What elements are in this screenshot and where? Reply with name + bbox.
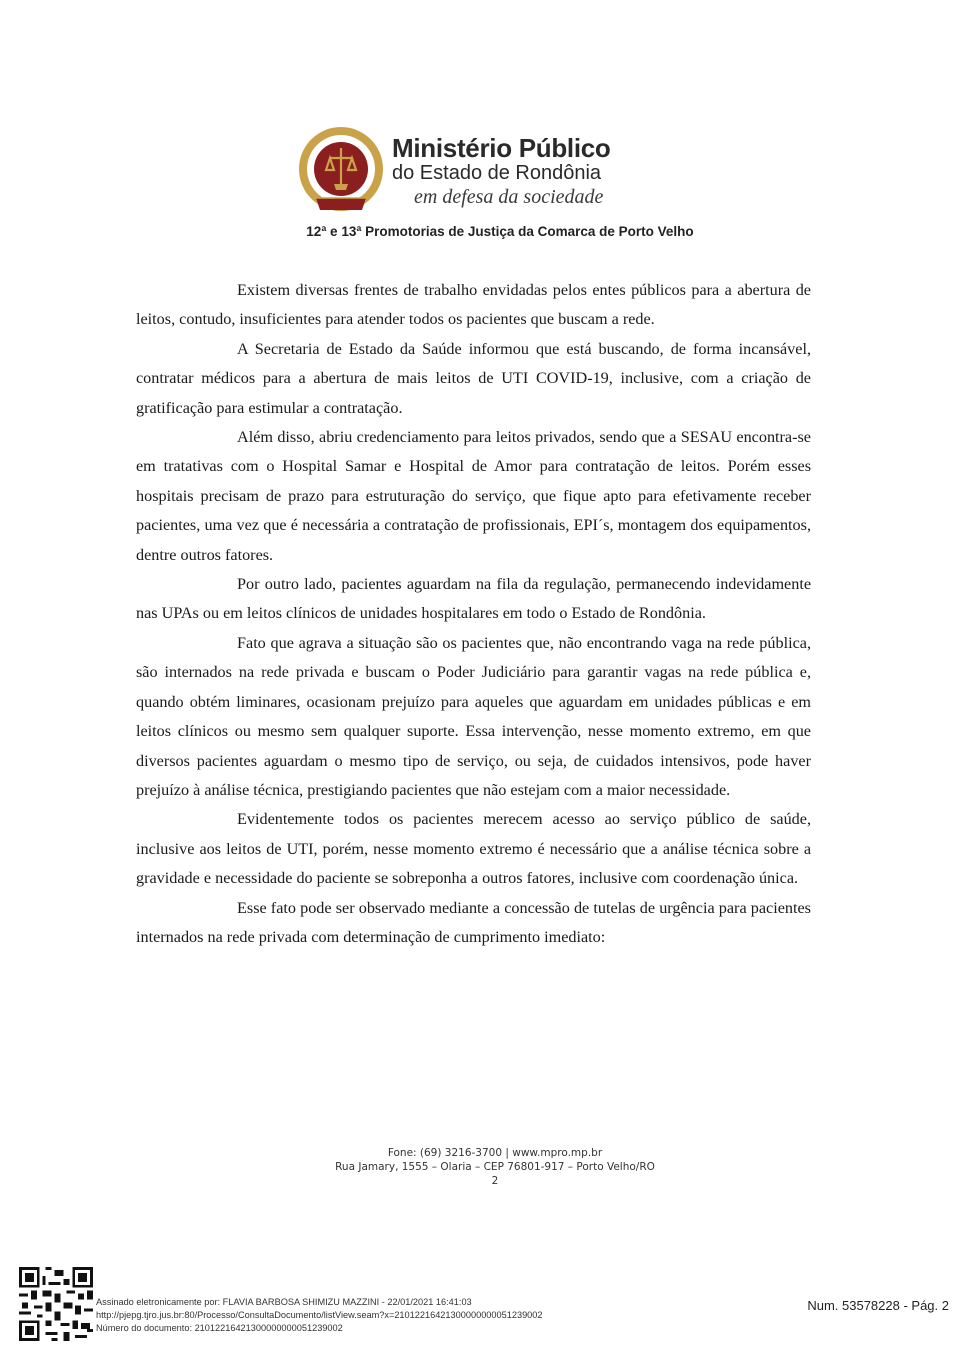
qr-code-icon — [19, 1267, 93, 1341]
paragraph: Esse fato pode ser observado mediante a concessão de tutelas de urgência para pacientes internados na rede privada com determinação de cumprimento imediato: — [136, 898, 811, 946]
document-body — [136, 276, 811, 952]
page-number: 2 — [491, 1175, 499, 1187]
footer-address: Rua Jamary, 1555 – Olaria – CEP 76801-917 – Porto Velho/RO — [335, 1161, 655, 1173]
paragraph: Fato que agrava a situação são os pacientes que, não encontrando vaga na rede pública, são internados na rede privada e buscam o Poder Judiciário para garantir vagas na rede pública e, quando obtém liminares, ocasionam prejuízo para aqueles que aguardam em unidades públicas e em leitos clínicos ou mesmo sem qualquer suporte. Essa intervenção, nesse momento extremo, em que diversos pacientes aguardam o mesmo tipo de serviço, ou seja, de cuidados intensivos, pode haver prejuízo à análise técnica, prestigiando pacientes que não estejam com a maior necessidade. — [136, 633, 811, 799]
org-state: do Estado de Rondônia — [392, 162, 602, 184]
org-name: Ministério Público — [392, 133, 611, 163]
electronic-signature — [96, 1296, 543, 1335]
page-footer — [0, 1146, 960, 1188]
document-number: Número do documento: 21012216421300000000051239002 — [96, 1323, 343, 1333]
footer-phone-web: Fone: (69) 3216-3700 | www.mpro.mp.br — [387, 1147, 603, 1159]
paragraph: Evidentemente todos os pacientes merecem acesso ao serviço público de saúde, inclusive aos leitos de UTI, porém, nesse momento extremo é necessário que a análise técnica sobre a gravidade e necessidade do paciente se sobreponha a outros fatores, inclusive com coordenação única. — [136, 810, 811, 888]
org-motto: em defesa da sociedade — [414, 186, 604, 208]
mp-seal-icon — [296, 124, 386, 220]
paragraph: Existem diversas frentes de trabalho envidadas pelos entes públicos para a abertura de leitos, contudo, insuficientes para atender todos os pacientes que buscam a rede. — [136, 281, 811, 329]
department-title: 12ª e 13ª Promotorias de Justiça da Comarca de Porto Velho — [306, 224, 694, 239]
paragraph: A Secretaria de Estado da Saúde informou que está buscando, de forma incansável, contratar médicos para a abertura de mais leitos de UTI COVID-19, inclusive, com a criação de gratificação para estimular a contratação. — [136, 339, 811, 417]
paragraph: Além disso, abriu credenciamento para leitos privados, sendo que a SESAU encontra-se em tratativas com o Hospital Samar e Hospital de Amor para contratação de leitos. Porém esses hospitais precisam de prazo para estruturação do serviço, que fique apto para efetivamente receber pacientes, uma vez que é necessária a contratação de profissionais, EPI´s, montagem dos equipamentos, dentre outros fatores. — [136, 428, 811, 564]
letterhead — [0, 118, 960, 248]
verification-url[interactable]: http://pjepg.tjro.jus.br:80/Processo/ConsultaDocumento/listView.seam?x=21012216421300000000051239002 — [96, 1310, 543, 1320]
paragraph: Por outro lado, pacientes aguardam na fila da regulação, permanecendo indevidamente nas UPAs ou em leitos clínicos de unidades hospitalares em todo o Estado de Rondônia. — [136, 575, 811, 623]
signed-by: Assinado eletronicamente por: FLAVIA BARBOSA SHIMIZU MAZZINI - 22/01/2021 16:41:03 — [96, 1297, 472, 1307]
num-page-label: Num. 53578228 - Pág. 2 — [807, 1298, 949, 1313]
